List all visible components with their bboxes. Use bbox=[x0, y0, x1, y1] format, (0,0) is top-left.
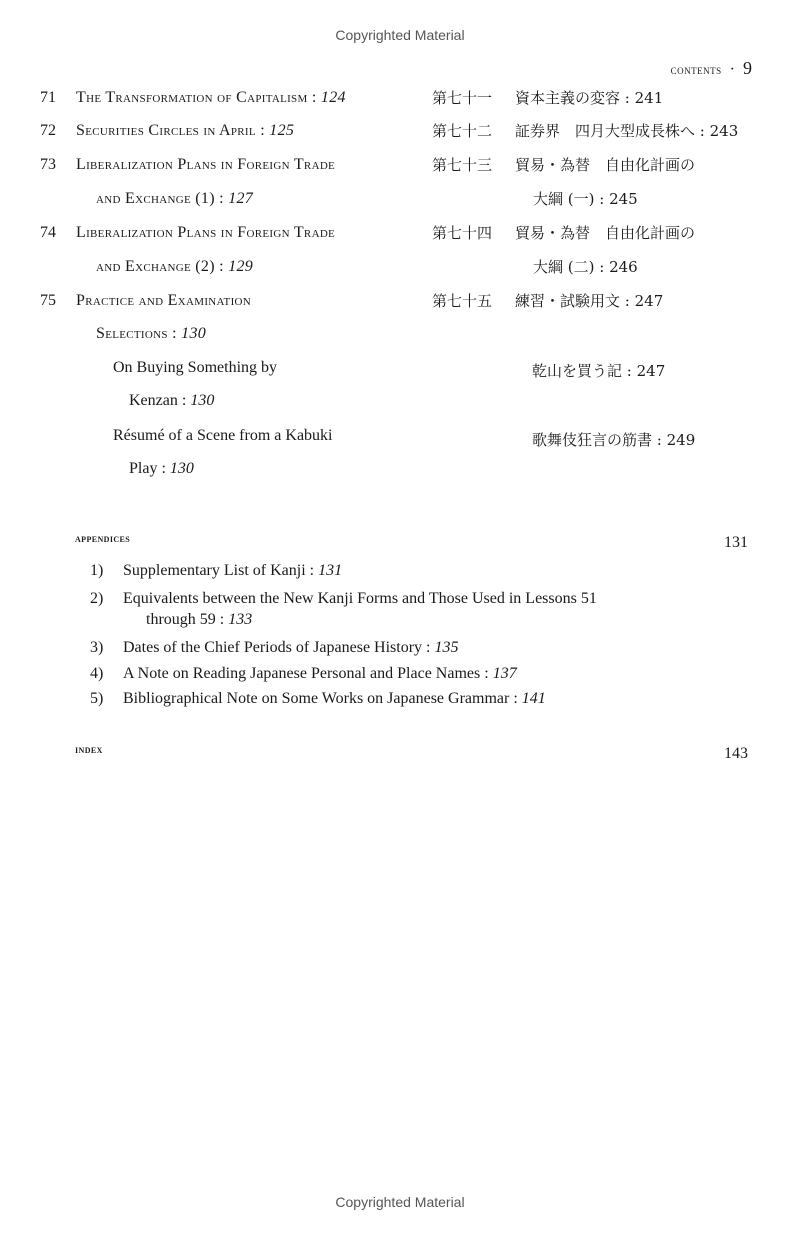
copyright-watermark-bottom: Copyrighted Material bbox=[335, 1194, 465, 1210]
selections-page: 130 bbox=[181, 325, 207, 342]
jp-lesson-title-cont bbox=[533, 257, 638, 277]
lesson-title-text: and Exchange (1) bbox=[96, 190, 215, 207]
separator: : bbox=[594, 258, 610, 276]
lesson-page: 129 bbox=[228, 258, 254, 275]
jp-page: 247 bbox=[636, 362, 666, 380]
separator: : bbox=[480, 665, 493, 682]
appendix-item[interactable] bbox=[123, 638, 459, 658]
lesson-title-text: Securities Circles in April bbox=[76, 122, 256, 139]
appendix-number: 4) bbox=[90, 665, 104, 682]
jp-page: 247 bbox=[634, 292, 664, 310]
separator: : bbox=[594, 190, 610, 208]
appendix-text: Dates of the Chief Periods of Japanese History bbox=[123, 639, 423, 656]
appendix-page: 133 bbox=[228, 611, 253, 628]
index-page: 143 bbox=[724, 745, 748, 762]
jp-lesson-title-cont bbox=[533, 189, 638, 209]
jp-title-text: 乾山を買う記 bbox=[532, 362, 623, 380]
running-head-page: 9 bbox=[743, 58, 752, 78]
running-head bbox=[671, 58, 752, 80]
appendix-item[interactable] bbox=[123, 561, 342, 581]
lesson-title[interactable]: Practice and Examination bbox=[76, 292, 252, 309]
selection-title[interactable]: Résumé of a Scene from a Kabuki bbox=[113, 427, 333, 444]
appendix-text: A Note on Reading Japanese Personal and Place Names bbox=[123, 665, 481, 682]
appendix-text: Bibliographical Note on Some Works on Japanese Grammar bbox=[123, 690, 510, 707]
separator: : bbox=[695, 122, 710, 140]
copyright-watermark-top: Copyrighted Material bbox=[335, 27, 465, 43]
separator: : bbox=[177, 392, 191, 409]
running-head-bullet: · bbox=[729, 61, 735, 78]
appendix-number: 5) bbox=[90, 690, 104, 707]
lesson-page: 124 bbox=[320, 89, 346, 106]
index-heading[interactable]: index bbox=[75, 742, 103, 756]
appendix-number: 3) bbox=[90, 639, 104, 656]
jp-title-text: 歌舞伎狂言の筋書 bbox=[532, 431, 653, 449]
separator: : bbox=[214, 190, 229, 207]
separator: : bbox=[620, 89, 635, 107]
jp-lesson-number: 第七十四 bbox=[432, 224, 493, 242]
jp-page: 241 bbox=[634, 89, 664, 107]
appendix-number: 1) bbox=[90, 562, 104, 579]
jp-page: 243 bbox=[709, 122, 739, 140]
separator: : bbox=[167, 325, 182, 342]
selection-title-text: Kenzan bbox=[129, 392, 178, 409]
lesson-title-text: The Transformation of Capitalism bbox=[76, 89, 308, 106]
appendix-item[interactable] bbox=[123, 689, 546, 709]
selection-title-text: Play bbox=[129, 460, 158, 477]
jp-selection-title bbox=[532, 361, 665, 381]
appendix-page: 135 bbox=[434, 639, 459, 656]
selection-page: 130 bbox=[190, 392, 215, 409]
appendix-text: Supplementary List of Kanji bbox=[123, 562, 306, 579]
lesson-page: 127 bbox=[228, 190, 254, 207]
appendix-page: 137 bbox=[492, 665, 517, 682]
appendix-item-cont[interactable] bbox=[146, 610, 252, 630]
running-head-label: contents bbox=[670, 62, 722, 77]
jp-lesson-title bbox=[515, 291, 663, 311]
appendix-page: 141 bbox=[521, 690, 546, 707]
separator: : bbox=[422, 639, 435, 656]
selection-page: 130 bbox=[169, 460, 194, 477]
separator: : bbox=[620, 292, 635, 310]
jp-lesson-number: 第七十三 bbox=[432, 156, 493, 174]
jp-title-text: 大綱 (一) bbox=[533, 190, 595, 208]
jp-title-text: 資本主義の変容 bbox=[515, 89, 621, 107]
jp-title-text: 大綱 (二) bbox=[533, 258, 595, 276]
lesson-title[interactable]: Liberalization Plans in Foreign Trade bbox=[76, 156, 336, 173]
lesson-title-cont[interactable] bbox=[96, 189, 253, 209]
selection-title-cont[interactable] bbox=[129, 391, 214, 411]
selections-label: Selections bbox=[96, 325, 168, 342]
jp-page: 246 bbox=[609, 258, 638, 276]
separator: : bbox=[307, 89, 321, 106]
lesson-number: 72 bbox=[40, 122, 56, 139]
separator: : bbox=[509, 690, 522, 707]
jp-lesson-title: 貿易・為替 自由化計画の bbox=[515, 224, 696, 242]
selections-heading[interactable] bbox=[96, 324, 206, 344]
lesson-number: 73 bbox=[40, 156, 56, 173]
jp-lesson-title: 貿易・為替 自由化計画の bbox=[515, 156, 696, 174]
appendix-item[interactable]: Equivalents between the New Kanji Forms and Those Used in Lessons 51 bbox=[123, 590, 597, 607]
lesson-number: 75 bbox=[40, 292, 56, 309]
appendix-page: 131 bbox=[318, 562, 343, 579]
lesson-title[interactable] bbox=[76, 121, 294, 141]
lesson-title[interactable] bbox=[76, 88, 346, 108]
separator: : bbox=[622, 362, 637, 380]
separator: : bbox=[157, 460, 170, 477]
lesson-number: 71 bbox=[40, 89, 56, 106]
jp-title-text: 練習・試験用文 bbox=[515, 292, 621, 310]
appendix-item[interactable] bbox=[123, 664, 517, 684]
jp-lesson-title bbox=[515, 121, 738, 141]
jp-lesson-number: 第七十五 bbox=[432, 292, 493, 310]
separator: : bbox=[255, 122, 270, 139]
lesson-page: 125 bbox=[269, 122, 295, 139]
selection-title-cont[interactable] bbox=[129, 459, 194, 479]
appendices-page: 131 bbox=[724, 534, 748, 551]
lesson-title[interactable]: Liberalization Plans in Foreign Trade bbox=[76, 224, 336, 241]
separator: : bbox=[215, 611, 229, 628]
appendix-text: through 59 bbox=[146, 611, 216, 628]
separator: : bbox=[214, 258, 229, 275]
selection-title[interactable]: On Buying Something by bbox=[113, 359, 278, 376]
jp-lesson-title bbox=[515, 88, 663, 108]
appendix-number: 2) bbox=[90, 590, 104, 607]
appendices-heading[interactable]: appendices bbox=[75, 531, 131, 545]
separator: : bbox=[305, 562, 319, 579]
separator: : bbox=[652, 431, 667, 449]
lesson-title-text: and Exchange (2) bbox=[96, 258, 215, 275]
jp-lesson-number: 第七十二 bbox=[432, 122, 493, 140]
lesson-number: 74 bbox=[40, 224, 56, 241]
jp-title-text: 証券界 四月大型成長株へ bbox=[515, 122, 696, 140]
jp-page: 245 bbox=[609, 190, 638, 208]
jp-lesson-number: 第七十一 bbox=[432, 89, 493, 107]
jp-page: 249 bbox=[666, 431, 696, 449]
lesson-title-cont[interactable] bbox=[96, 257, 253, 277]
jp-selection-title bbox=[532, 430, 695, 450]
